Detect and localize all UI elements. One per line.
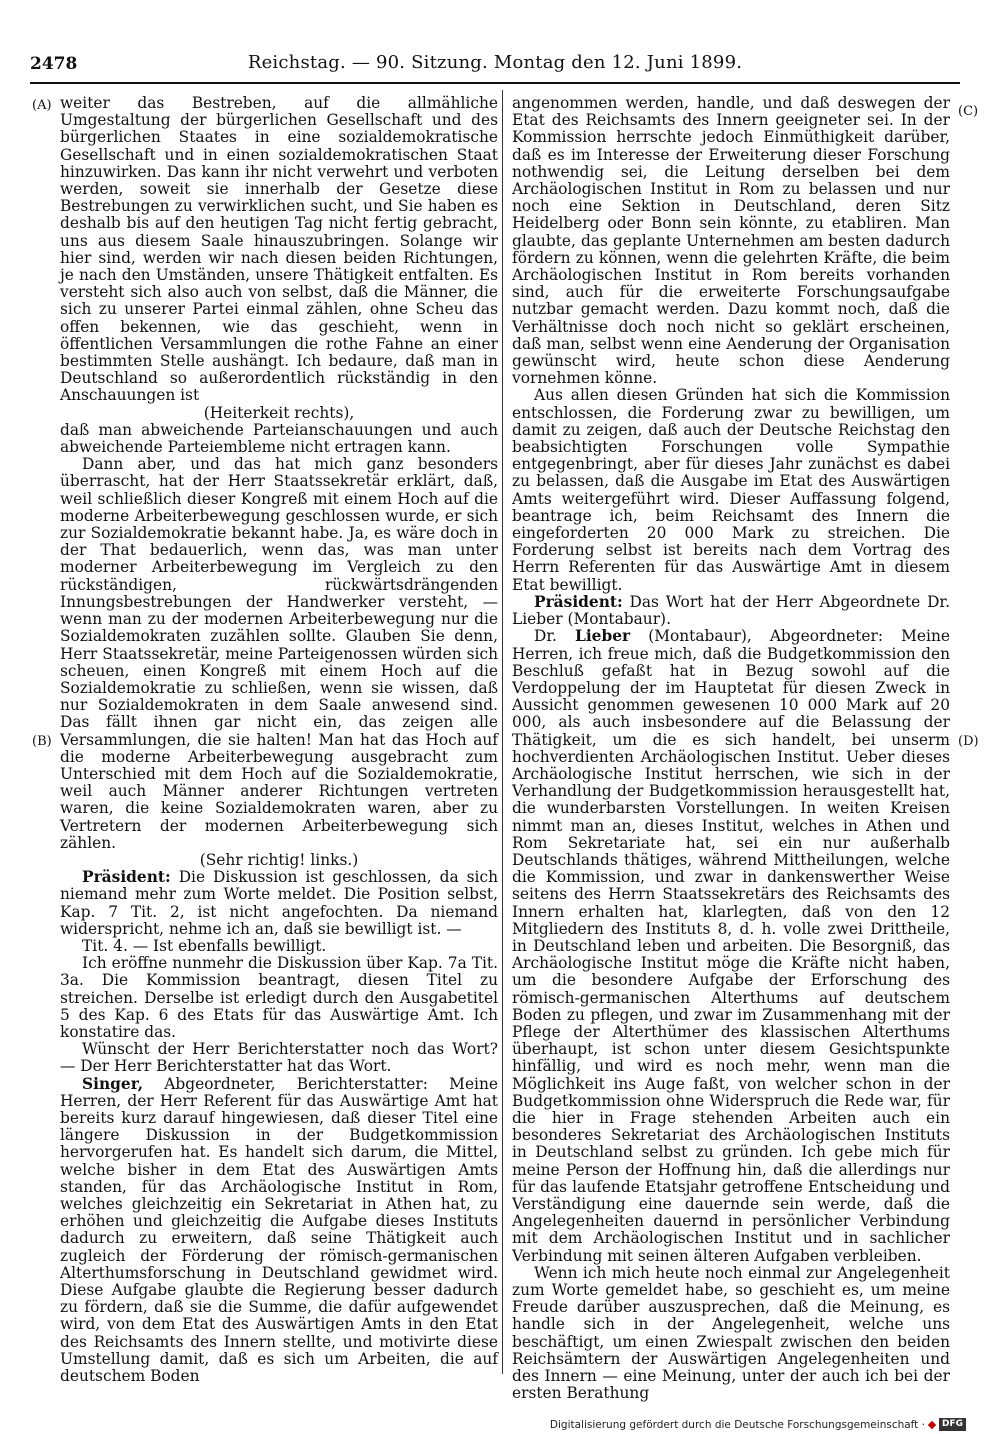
paragraph	[60, 95, 498, 405]
paragraph	[60, 938, 498, 955]
paragraph-text: (Heiterkeit rechts),	[203, 403, 355, 422]
paragraph-text: Die Diskussion ist geschlossen, da sich niemand mehr zum Worte meldet. Die Position selbst, Kap. 7 Tit. 2, ist nicht angefochten. Da niemand widerspricht, nehme ich an, daß sie bewilligt ist. —	[60, 868, 498, 938]
margin-mark-d: (D)	[958, 734, 979, 749]
left-column	[60, 94, 498, 1386]
paragraph-text: Das Wort hat der Herr Abgeordnete Dr. Lieber (Montabaur).	[512, 592, 950, 629]
margin-mark-b: (B)	[32, 734, 52, 749]
dfg-diamond-icon	[928, 1420, 936, 1428]
footer-text: Digitalisierung gefördert durch die Deutsche Forschungsgemeinschaft ·	[549, 1418, 925, 1431]
paragraph	[512, 594, 950, 628]
paragraph-text: angenommen werden, handle, und daß deswegen der Etat des Reichsamts des Innern geeigneter sei. In der Kommission herrschte jedoch Einmüthigkeit darüber, daß es im Interesse der Erweiterung dieser Forschung nothwendig sei, die Leitung derselben bei dem Archäologischen Institut in Rom zu belassen und nur noch eine Sektion in Deutschland, deren Sitz Heidelberg oder Bonn sein könnte, zu etabliren. Man glaubte, das geplante Unternehmen am besten dadurch fördern zu können, wenn die gelehrten Kräfte, die beim Archäologischen Institut in Rom bereits vorhanden sind, auch für die erweiterte Forschungsaufgabe nutzbar gemacht werden. Dazu kommt noch, daß die Verhältnisse doch noch nicht so geklärt erscheinen, daß man, selbst wenn eine Aenderung der Organisation gewünscht wird, heute schon diese Aenderung vornehmen könne.	[512, 94, 950, 388]
column-divider	[502, 90, 503, 1374]
paragraph-text: Wünscht der Herr Berichterstatter noch das Wort? — Der Herr Berichterstatter hat das Wort.	[60, 1040, 498, 1076]
margin-mark-c: (C)	[958, 104, 979, 119]
paragraph-text: (Sehr richtig! links.)	[199, 850, 359, 869]
speaker-title: Dr.	[534, 627, 575, 646]
paragraph-text: weiter das Bestreben, auf die allmähliche Umgestaltung der bürgerlichen Gesellschaft und des bürgerlichen Staates in eine sozialdemokratische Gesellschaft und in einen sozialdemokratischen Staat hinzuwirken. Das kann ihr nicht verwehrt und verboten werden, soweit sie innerhalb der Gesetze diese Bestrebungen zu verwirklichen sucht, und Sie haben es deshalb bis auf den heutigen Tag nicht fertig gebracht, uns aus diesem Saale hinauszubringen. Solange wir hier sind, werden wir nach diesen beiden Richtungen, je nach den Umständen, unsere Thätigkeit entfalten. Es versteht sich also auch von selbst, daß die Männer, die sich zu unserer Partei einmal zählen, ohne Scheu das offen bekennen, wie das geschieht, wenn in öffentlichen Versammlungen die rothe Fahne an einer bestimmten Stelle aushängt. Ich bedaure, daß man in Deutschland so außerordentlich rückständig in den Anschauungen ist	[60, 94, 498, 405]
paragraph-text: Wenn ich mich heute noch einmal zur Angelegenheit zum Worte gemeldet habe, so geschieht es, um meine Freude darüber auszusprechen, daß die Meinung, es handle sich in der Angelegenheit, welche uns beschäftigt, um einen Zwiespalt zwischen den beiden Reichsämtern der Auswärtigen Angelegenheiten und des Innern — eine Meinung, unter der auch ich bei der ersten Berathung	[512, 1263, 950, 1403]
speaker-name: Lieber	[575, 627, 631, 646]
paragraph-text: Ich eröffne nunmehr die Diskussion über Kap. 7a Tit. 3a. Die Kommission beantragt, diesen Titel zu streichen. Derselbe ist erledigt durch den Ausgabetitel 5 des Kap. 6 des Etats für das Auswärtige Amt. Ich konstatire das.	[60, 954, 498, 1041]
paragraph	[512, 387, 950, 593]
paragraph	[60, 1076, 498, 1386]
paragraph-text: Tit. 4. — Ist ebenfalls bewilligt.	[82, 936, 327, 955]
footer-credit	[550, 1418, 966, 1431]
paragraph-text: daß man abweichende Parteianschauungen und auch abweichende Parteiembleme nicht ertragen kann.	[60, 420, 498, 457]
paragraph	[60, 405, 498, 422]
paragraph	[60, 955, 498, 1041]
header-rule	[30, 82, 960, 84]
running-title: Reichstag. — 90. Sitzung. Montag den 12. Juni 1899.	[247, 52, 743, 73]
dfg-logo: DFG	[939, 1418, 966, 1431]
paragraph-text: (Montabaur), Abgeordneter: Meine Herren, ich freue mich, daß die Budgetkommission den Beschluß gefaßt hat in Bezug sowohl auf die Verdoppelung der im Hauptetat für diesen Zweck in Aussicht genommen gewesenen 10 000 Mark auf 20 000, als auch insbesondere auf die Belassung der Thätigkeit, um die es sich handelt, bei unserm hochverdienten Archäologischen Institut. Ueber dieses Archäologische Institut herrschen, wie sich in der Verhandlung der Budgetkommission herausgestellt hat, die wunderbarsten Vorstellungen. In weiten Kreisen nimmt man an, dieses Institut, welches in Athen und Rom Sekretariate hat, sei ein nur außerhalb Deutschlands thätiges, während Mittheilungen, welche die Kommission, und zwar in dankenswerther Weise seitens des Herrn Staatssekretärs des Reichsamts des Innern erhalten hat, klarlegten, daß von den 12 Mitgliedern des Instituts 8, d. h. volle zwei Drittheile, in Deutschland leben und arbeiten. Die Besorgniß, das Archäologische Institut möge die Kräfte nicht haben, um die besondere Aufgabe der Erforschung des römisch-germanischen Alterthums auf deutschem Boden zu pflegen, und zwar im Zusammenhang mit der Pflege der Alterthümer des klassischen Alterthums überhaupt, ist schon unter diesem Gesichtspunkte hinfällig, und wird es noch mehr, wenn man die Möglichkeit ins Auge faßt, von welcher schon in der Budgetkommission ohne Widerspruch die Rede war, für die hier in Frage stehenden Arbeiten auch ein besonderes Sekretariat des Archäologischen Instituts in Deutschland selbst zu gründen. Ich gebe mich für meine Person der Hoffnung hin, daß die allerdings nur für das laufende Etatsjahr getroffene Entscheidung und Verständigung eine dauernde sein werde, daß die Angelegenheiten dauernd in persönlicher Verbindung mit dem Archäologischen Institut und in sachlicher Verbindung mit seinen älteren Aufgaben verbleiben.	[512, 627, 950, 1265]
paragraph	[60, 852, 498, 869]
paragraph-text: Dann aber, und das hat mich ganz besonders überrascht, hat der Herr Staatssekretär erklärt, daß, weil schließlich dieser Kongreß mit einem Hoch auf die moderne Arbeiterbewegung geschlossen wurde, er sich zur Sozialdemokratie bekannt habe. Ja, es wäre doch in der That bedauerlich, wenn das, was man unter moderner Arbeiterbewegung im Vergleich zu den rückständigen, rückwärtsdrängenden Innungsbestrebungen der Handwerker versteht, — wenn man zu der modernen Arbeiterbewegung nur die Sozialdemokraten zuzählen sollte. Glauben Sie denn, Herr Staatssekretär, meine Parteigenossen würden sich scheuen, einen Kongreß mit einem Hoch auf die Sozialdemokratie zu schließen, wenn sie wissen, daß nur Sozialdemokraten in dem Saale anwesend sind. Das fällt ihnen gar nicht ein, das zeigen alle Versammlungen, die sie halten! Man hat das Hoch auf die moderne Arbeiterbewegung ausgebracht zum Unterschied mit dem Hoch auf die Sozialdemokratie, weil auch Männer anderer Richtungen vertreten waren, die keine Sozialdemokraten waren, aber zu Vertretern der modernen Arbeiterbewegung sich zählen.	[60, 455, 498, 852]
speaker-name: Singer,	[82, 1074, 144, 1093]
margin-mark-a: (A)	[32, 98, 52, 113]
paragraph	[60, 869, 498, 938]
paragraph	[512, 95, 950, 387]
paragraph	[60, 456, 498, 852]
paragraph	[512, 1265, 950, 1403]
paragraph	[60, 422, 498, 456]
paragraph	[60, 1041, 498, 1075]
page-header	[30, 50, 960, 80]
paragraph	[512, 628, 950, 1265]
page-number: 2478	[30, 54, 78, 74]
speaker-name: Präsident:	[534, 592, 623, 611]
right-column	[512, 94, 950, 1403]
paragraph-text: Aus allen diesen Gründen hat sich die Kommission entschlossen, die Forderung zwar zu bewilligen, um damit zu zeigen, daß auch der Deutsche Reichstag den beabsichtigten Forschungen volle Sympathie entgegenbringt, aber für dieses Jahr zunächst es dabei zu belassen, daß die Ausgabe im Etat des Auswärtigen Amts weitergeführt wird. Dieser Auffassung folgend, beantrage ich, beim Reichsamt des Innern die eingeforderten 20 000 Mark zu streichen. Die Forderung selbst ist bereits nach dem Vortrag des Herrn Referenten für das Auswärtige Amt in diesem Etat bewilligt.	[512, 386, 950, 594]
speaker-name: Präsident:	[82, 868, 171, 887]
paragraph-text: Abgeordneter, Berichterstatter: Meine Herren, der Herr Referent für das Auswärtige Amt hat bereits kurz darauf hingewiesen, daß dieser Titel eine längere Diskussion in der Budgetkommission hervorgerufen hat. Es handelt sich darum, die Mittel, welche bisher in dem Etat des Auswärtigen Amts standen, für das Archäologische Institut in Rom, welches gleichzeitig ein Sekretariat in Athen hat, zu erhöhen und gleichzeitig die Aufgabe dieses Instituts dadurch zu erweitern, daß seine Thätigkeit auch zugleich der Förderung der römisch-germanischen Alterthumsforschung in Deutschland gewidmet wird. Diese Aufgabe glaubte die Regierung besser dadurch zu fördern, daß sie die Summe, die dafür aufgewendet wird, von dem Etat des Auswärtigen Amts in den Etat des Reichsamts des Innern stellte, und motivirte diese Umstellung damit, daß es sich um Arbeiten, die auf deutschem Boden	[60, 1074, 498, 1386]
